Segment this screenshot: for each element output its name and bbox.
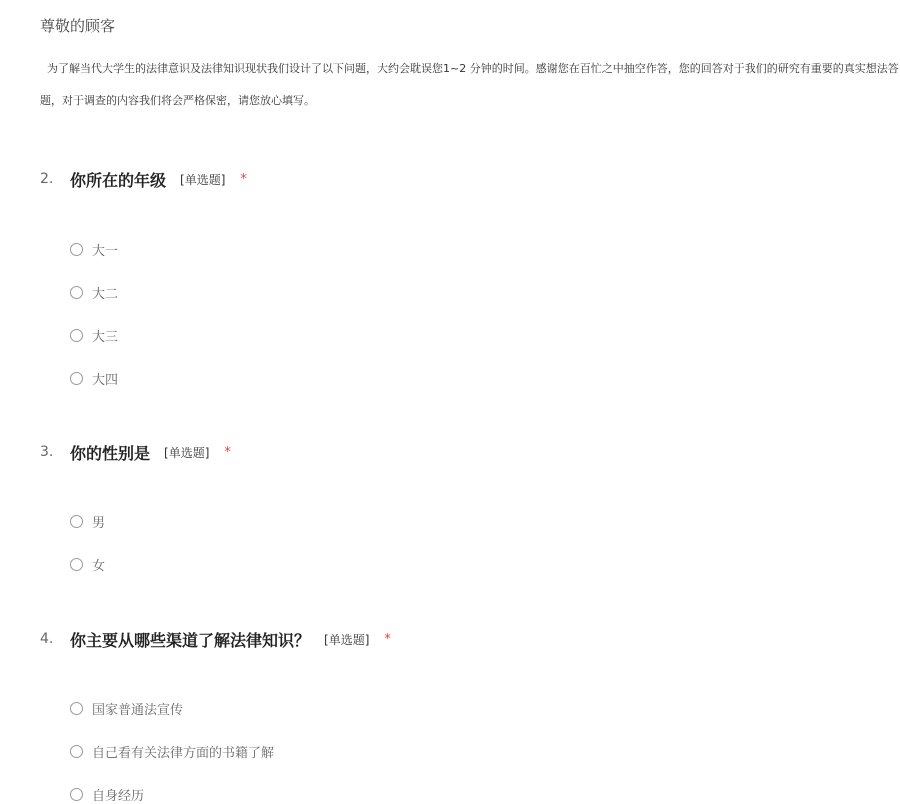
survey-intro-text: 为了解当代大学生的法律意识及法律知识现状我们设计了以下问题，大约会耽误您1~2 分钟的时间。感谢您在百忙之中抽空作答，您的回答对于我们的研究有重要的真实想法答题，对于调查的内容我们将会严格保密，请您放心填写。 bbox=[40, 62, 899, 107]
required-marker: * bbox=[224, 444, 231, 460]
option-label: 大一 bbox=[92, 243, 119, 259]
option-label: 大三 bbox=[92, 329, 119, 345]
option-channel-experience[interactable] bbox=[70, 784, 144, 804]
question-title: 你主要从哪些渠道了解法律知识？ bbox=[70, 630, 311, 650]
option-label: 女 bbox=[92, 558, 106, 574]
question-type-label: [单选题] bbox=[164, 445, 210, 460]
question-type-label: [单选题] bbox=[180, 172, 226, 187]
question-number: 3. bbox=[40, 444, 54, 460]
question-title: 你的性别是 bbox=[70, 443, 151, 463]
required-marker: * bbox=[384, 631, 391, 647]
option-grade-4[interactable] bbox=[70, 368, 118, 388]
question-number: 2. bbox=[40, 171, 54, 187]
radio-circle-icon[interactable] bbox=[70, 745, 83, 758]
option-grade-3[interactable] bbox=[70, 325, 118, 345]
radio-circle-icon[interactable] bbox=[70, 515, 83, 528]
radio-circle-icon[interactable] bbox=[70, 329, 83, 342]
question-3-header bbox=[40, 438, 231, 466]
option-label: 男 bbox=[92, 515, 106, 531]
question-2-header bbox=[40, 165, 247, 193]
option-channel-books[interactable] bbox=[70, 741, 274, 761]
radio-circle-icon[interactable] bbox=[70, 243, 83, 256]
question-type-label: [单选题] bbox=[324, 632, 370, 647]
option-grade-2[interactable] bbox=[70, 282, 118, 302]
option-gender-female[interactable] bbox=[70, 554, 105, 574]
option-channel-law-publicity[interactable] bbox=[70, 698, 183, 718]
option-label: 大二 bbox=[92, 286, 119, 302]
question-4-header bbox=[40, 625, 391, 653]
radio-circle-icon[interactable] bbox=[70, 788, 83, 801]
greeting-heading: 尊敬的顾客 bbox=[40, 17, 116, 35]
radio-circle-icon[interactable] bbox=[70, 286, 83, 299]
radio-circle-icon[interactable] bbox=[70, 372, 83, 385]
option-gender-male[interactable] bbox=[70, 511, 105, 531]
option-label: 大四 bbox=[92, 372, 119, 388]
required-marker: * bbox=[240, 171, 247, 187]
radio-circle-icon[interactable] bbox=[70, 558, 83, 571]
option-label: 国家普通法宣传 bbox=[92, 702, 184, 718]
option-label: 自身经历 bbox=[92, 788, 145, 804]
option-grade-1[interactable] bbox=[70, 239, 118, 259]
option-label: 自己看有关法律方面的书籍了解 bbox=[92, 745, 275, 761]
radio-circle-icon[interactable] bbox=[70, 702, 83, 715]
question-number: 4. bbox=[40, 631, 54, 647]
question-title: 你所在的年级 bbox=[70, 170, 167, 190]
